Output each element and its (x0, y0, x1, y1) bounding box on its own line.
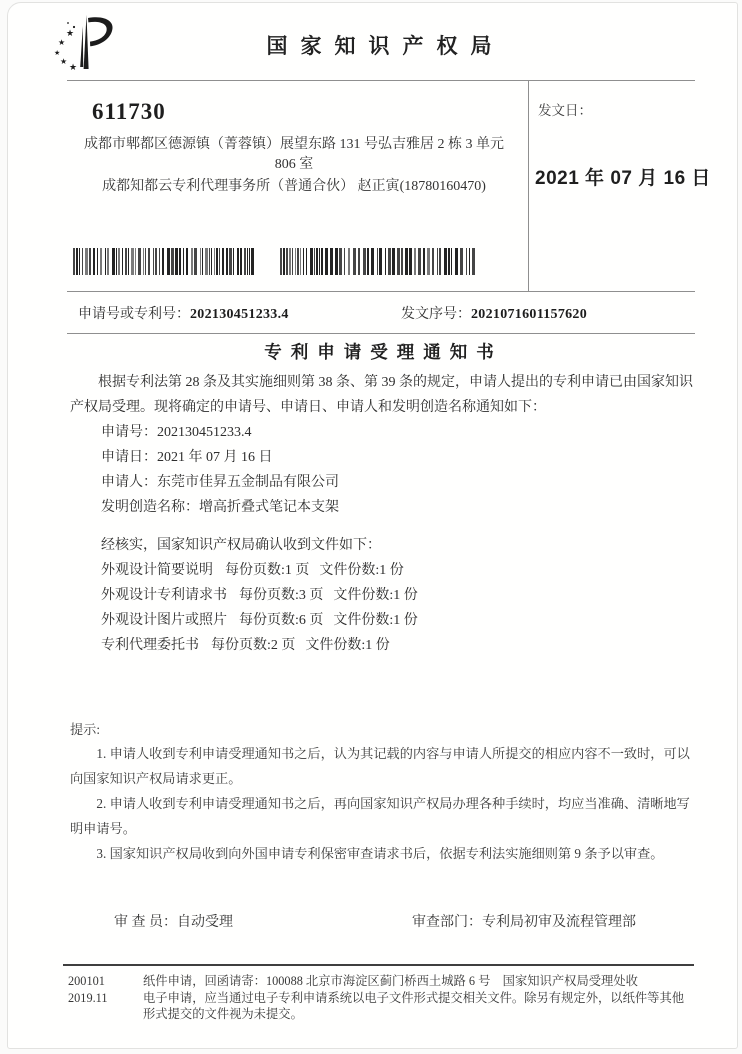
notice-title: 专利申请受理通知书 (264, 342, 503, 362)
barcode-left (73, 248, 256, 275)
footer-code-2: 2019.11 (68, 990, 108, 1005)
department-value: 专利局初审及流程管理部 (482, 915, 636, 930)
footer-rule (63, 964, 694, 966)
hint-item-2: 2. 申请人收到专利申请受理通知书之后，再向国家知识产权局办理各种手续时，均应当准确、清晰地写明申请号。 (70, 796, 690, 836)
serial-number-label: 发文序号： (401, 307, 471, 322)
agent-line: 成都知都云专利代理事务所（普通合伙） 赵正寅(18780160470) (102, 179, 486, 194)
recipient-address-line2: 806 室 (274, 156, 314, 172)
svg-text:★: ★ (60, 57, 68, 66)
received-intro: 经核实，国家知识产权局确认收到文件如下： (101, 538, 381, 553)
application-number-value: 202130451233.4 (190, 307, 289, 322)
hints-section (70, 719, 698, 866)
page-sheet (7, 2, 738, 1049)
footer-code-1: 200101 (68, 974, 105, 988)
header-rule (67, 80, 695, 81)
serial-number-value: 2021071601157620 (471, 307, 588, 322)
barcode-right (280, 248, 478, 275)
examiner-value: 自动受理 (177, 915, 233, 930)
application-number-row (78, 303, 289, 323)
issue-date-value: 2021 年 07 月 16 日 (535, 168, 711, 189)
issue-date-label: 发文日： (538, 103, 592, 118)
hint-item-3: 3. 国家知识产权局收到向外国申请专利保密审查请求书后，依据专利法实施细则第 9 条予以审查。 (96, 846, 664, 861)
examiner-row (114, 911, 233, 931)
address-date-divider (528, 80, 529, 291)
application-fields (70, 420, 694, 658)
document-row: 外观设计图片或照片 每份页数:6 页 文件份数:1 份 (101, 613, 418, 628)
svg-text:★: ★ (58, 38, 66, 47)
section-rule-bottom (67, 333, 695, 334)
agency-title: 国家知识产权局 (266, 34, 505, 58)
serial-number-row (401, 303, 587, 323)
footer-text-1: 纸件申请，回函请寄：100088 北京市海淀区蓟门桥西土城路 6 号 国家知识产权局受理处收 (143, 974, 638, 988)
section-rule-top (67, 291, 695, 292)
hint-item-1: 1. 申请人收到专利申请受理通知书之后，认为其记载的内容与申请人所提交的相应内容不一致时，可以向国家知识产权局请求更正。 (70, 746, 690, 786)
svg-text:★: ★ (66, 29, 75, 39)
svg-text:★: ★ (54, 49, 61, 57)
hints-label: 提示: (70, 722, 101, 737)
intro-paragraph: 根据专利法第 28 条及其实施细则第 38 条、第 39 条的规定，申请人提出的专利申请已由国家知识产权局受理。现将确定的申请号、申请日、申请人和发明创造名称通知如下： (70, 375, 693, 415)
document-row: 外观设计简要说明 每份页数:1 页 文件份数:1 份 (101, 563, 404, 578)
footer-row-electronic (68, 990, 694, 1023)
svg-text:★: ★ (69, 63, 78, 73)
recipient-address (66, 135, 522, 174)
application-number-label: 申请号或专利号： (78, 307, 190, 322)
document-row: 专利代理委托书 每份页数:2 页 文件份数:1 份 (101, 638, 390, 653)
notice-body (70, 370, 694, 658)
postal-code: 611730 (92, 99, 166, 124)
footer-row-paper (68, 973, 694, 990)
field-applicant: 申请人：东莞市佳昇五金制品有限公司 (101, 475, 339, 490)
department-label: 审查部门： (412, 915, 482, 930)
examiner-label: 审 查 员： (114, 915, 177, 930)
field-filing-date: 申请日：2021 年 07 月 16 日 (101, 450, 273, 465)
recipient-address-line1: 成都市郫都区德源镇（菁蓉镇）展望东路 131 号弘吉雅居 2 栋 3 单元 (84, 137, 504, 152)
field-invention-title: 发明创造名称：增高折叠式笔记本支架 (101, 500, 339, 515)
document-row: 外观设计专利请求书 每份页数:3 页 文件份数:1 份 (101, 588, 418, 603)
footer-text-2: 电子申请，应当通过电子专利申请系统以电子文件形式提交相关文件。除另有规定外，以纸件等其他形式提交的文件视为未提交。 (143, 990, 685, 1021)
department-row (412, 911, 636, 931)
field-application-number: 申请号：202130451233.4 (101, 425, 252, 440)
footer-notes (68, 973, 694, 1023)
